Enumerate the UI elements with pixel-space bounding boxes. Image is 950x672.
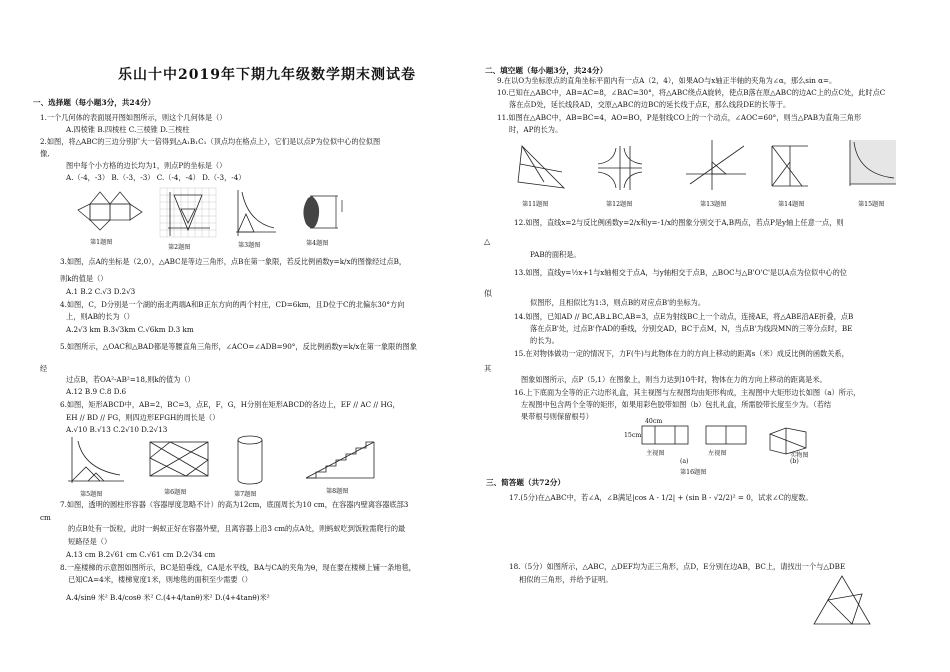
q18-line: 相似的三角形，并给予证明。	[519, 575, 613, 584]
figure-2-grid	[160, 188, 218, 238]
margin-char: 似	[484, 289, 492, 298]
section-fill: 二、填空题（每小题3分，共24分）	[485, 66, 608, 75]
q1-options: A.四棱锥 B.四棱柱 C.三棱锥 D.三棱柱	[66, 125, 190, 134]
q7-line: 短路径是（）	[68, 537, 112, 546]
q14-line: 落在点B'处，过点B'作AD的垂线，分别交AD，BC于点M，N，当点B'为线段MN的三等分点时，BE	[530, 324, 853, 333]
caption-fig13: 第13题图	[700, 201, 727, 208]
dim-40cm: 40cm	[645, 418, 663, 425]
q2-line: 像,	[40, 149, 50, 158]
caption-fig14: 第14题图	[778, 201, 805, 208]
caption-fig2: 第2题图	[168, 244, 191, 251]
q13-line: 13.如图，直线y=½x+1与x轴相交于点A，与y轴相交于点B，△BOC与△B'O'C'是以A点为位似中心的位	[514, 268, 847, 277]
figure-11-triangle	[514, 142, 570, 192]
q14-line: 14.如图，已知AD // BC,AB⊥BC,AB=3，点E为射线BC上一个动点，连接AE，将△ABE沿AE折叠，点B	[514, 312, 854, 321]
q18-line: 18.（5分）如图所示，△ABC，△DEF均为正三角形，点D，E分别在边AB，BC上，请找出一个与△DBE	[509, 562, 846, 571]
label-real-view: 实物图	[790, 452, 809, 459]
q13-line: 似图形，且相似比为1:3，则点B的对应点B'的坐标为。	[530, 298, 706, 307]
q3-options: A.1 B.2 C.√3 D.2√3	[66, 287, 136, 296]
q7-line: cm	[40, 513, 51, 522]
q2-line: 图中每个小方格的边长均为1，则点P的坐标是（）	[66, 161, 227, 170]
figure-6-rectangle	[148, 440, 212, 480]
q15-line: 图象如图所示，点P（5,1）在图象上，则当力达到10牛时，物体在力的方向上移动的距离是米。	[521, 375, 827, 384]
q16-line: 左视图中包含两个全等的矩形，如果用彩色胶带如图（b）包扎礼盒，所需胶带长度至少为。（若结	[521, 400, 832, 409]
q7-options: A.13 cm B.2√61 cm C.√61 cm D.2√34 cm	[66, 550, 216, 559]
figure-13-lines	[686, 140, 748, 192]
q12-line: 12.如图，直线x=2与反比例函数y=2/x和y=-1/x的图象分别交于A,B两点，若点P是y轴上任意一点，则	[514, 218, 844, 227]
q5-line: 过点B，若OA²-AB²=18,则k的值为（）	[66, 375, 195, 384]
q14-line: 的长为。	[530, 336, 559, 345]
page-title: 乐山十中2019年下期九年级数学期末测试卷	[118, 67, 416, 83]
q9-line: 9.在以O为坐标原点的直角坐标平面内有一点A（2，4），如果AO与x轴正半轴的夹角为∠α，那么sin α=。	[497, 76, 837, 85]
q16-line: 16.上下底面为全等的正六边形礼盒，其主视图与左视图均由矩形构成，主视图中大矩形边长如图（a）所示，	[514, 388, 861, 397]
q5-line: 经	[40, 364, 48, 373]
label-main-view: 主视图	[646, 450, 665, 457]
q11-line: 时，AP的长为。	[509, 125, 563, 134]
q2-options: A.（-4，-3） B.（-3，-3） C.（-4，-4） D.（-3，-4）	[66, 173, 246, 182]
q10-line: 落在点D处，延长线段AD，交原△ABC的边BC的延长线于点E，那么线段DE的长等于。	[509, 100, 791, 109]
q4-options: A.2√3 km B.3√3km C.√6km D.3 km	[66, 325, 194, 334]
caption-fig15: 第15题图	[858, 201, 885, 208]
figure-14-fold	[768, 140, 812, 192]
q3-line: 则k的值是（）	[60, 274, 108, 283]
q12-line: PAB的面积是。	[530, 250, 581, 259]
q7-line: 的点B处有一饭粒，此时一蚂蚁正好在容器外壁，且离容器上沿3 cm的点A处，则蚂蚁吃到饭粒需爬行的最	[68, 524, 406, 533]
caption-fig1: 第1题图	[90, 239, 113, 246]
figure-12-hyperbola	[598, 146, 644, 192]
q8-line: 8.一座楼梯的示意图如图所示，BC是铅垂线，CA是水平线，BA与CA的夹角为θ，现在要在楼梯上铺一条地毯，	[60, 563, 416, 572]
q8-line: 已知CA=4米，楼梯宽度1米，则地毯的面积至少需要（）	[68, 575, 252, 584]
caption-fig4: 第4题图	[306, 240, 329, 247]
q11-line: 11.如图在△ABC中，AB=BC=4，AO=BO，P是射线CO上的一个动点，∠AOC=60°，则当△PAB为直角三角形	[497, 113, 862, 122]
caption-fig8: 第8题图	[326, 488, 349, 495]
caption-fig3: 第3题图	[238, 242, 261, 249]
label-a: (a)	[680, 458, 689, 465]
label-left-view: 左视图	[708, 450, 727, 457]
figure-4-lake	[296, 190, 352, 234]
figure-18-triangles	[812, 574, 874, 628]
caption-fig5: 第5题图	[80, 491, 103, 498]
q15-line: 其	[484, 364, 492, 373]
q16-line: 果带根号则保留根号）	[521, 412, 593, 421]
q10-line: 10.已知在△ABC中，AB=AC=8，∠BAC=30°，将△ABC绕点A旋转，使点B落在原△ABC的边AC上的点C处，此时点C	[497, 88, 886, 97]
q17-line: 17.(5分)在△ABC中，若∠A，∠B满足|cos A - 1/2| + (sin B - √2/2)² = 0，试求∠C的度数。	[509, 493, 813, 502]
caption-fig7: 第7题图	[234, 491, 257, 498]
q3-line: 3.如图，点A的坐标是（2,0），△ABC是等边三角形，点B在第一象限，若反比例函数y=k/x的图像经过点B，	[60, 257, 407, 266]
figure-7-cylinder	[236, 434, 266, 486]
q4-line: 4.如图，C，D分别是一个湖的南北两端A和B正东方向的两个村庄，CD=6km，且D位于C的北偏东30°方向	[60, 300, 405, 309]
figure-3-graph	[232, 188, 278, 238]
dim-15cm: 15cm	[624, 432, 642, 439]
caption-fig11: 第11题图	[522, 201, 549, 208]
q5-line: 5.如图所示，△OAC和△BAD都是等腰直角三角形，∠ACO=∠ADB=90°，反比例函数y=k/x在第一象限的图象	[60, 342, 417, 351]
caption-fig6: 第6题图	[164, 489, 187, 496]
q2-line: 2.如图，将△ABC的三边分别扩大一倍得到△A₁B₁C₁（顶点均在格点上），它们是以点P为位似中心的位似图	[40, 137, 381, 146]
q1-line: 1.一个几何体的表面展开图如图所示，则这个几何体是（）	[40, 113, 227, 122]
q15-line: 15.在对物体做功一定的情况下，力F(牛)与此物体在力的方向上移动的距离s（米）成反比例的函数关系，	[514, 349, 849, 358]
section-choice: 一、选择题（每小题3分，共24分）	[33, 98, 156, 107]
figure-15-inverse	[846, 138, 898, 192]
caption-fig16: 第16题图	[680, 469, 707, 476]
label-b: (b)	[790, 458, 799, 465]
q5-options: A.12 B.9 C.8 D.6	[66, 387, 127, 396]
caption-fig12: 第12题图	[606, 201, 633, 208]
margin-char: △	[484, 237, 491, 246]
q6-options: A.√10 B.√13 C.2√10 D.2√13	[66, 425, 168, 434]
q7-line: 7.如图，透明的圆柱形容器（容器厚度忽略不计）的高为12cm，底面周长为10 cm，在容器内壁离容器底部3	[60, 500, 409, 509]
figure-1-net	[70, 190, 150, 232]
q6-line: EH // BD // FG，则四边形EFGH的周长是（）	[66, 413, 220, 422]
q8-options: A.4/sinθ 米² B.4/cosθ 米² C.(4+4/tanθ)米² D.(4+4tanθ)米²	[66, 593, 270, 602]
q4-line: 上，则AB的长为（）	[66, 312, 134, 321]
figure-8-stairs	[300, 436, 380, 482]
figure-5-graph	[66, 435, 126, 485]
q6-line: 6.如图，矩形ABCD中，AB=2，BC=3，点E，F，G，H分别在矩形ABCD的各边上，EF // AC // HG，	[60, 400, 400, 409]
section-answer: 三、简答题（共72分）	[486, 478, 565, 487]
